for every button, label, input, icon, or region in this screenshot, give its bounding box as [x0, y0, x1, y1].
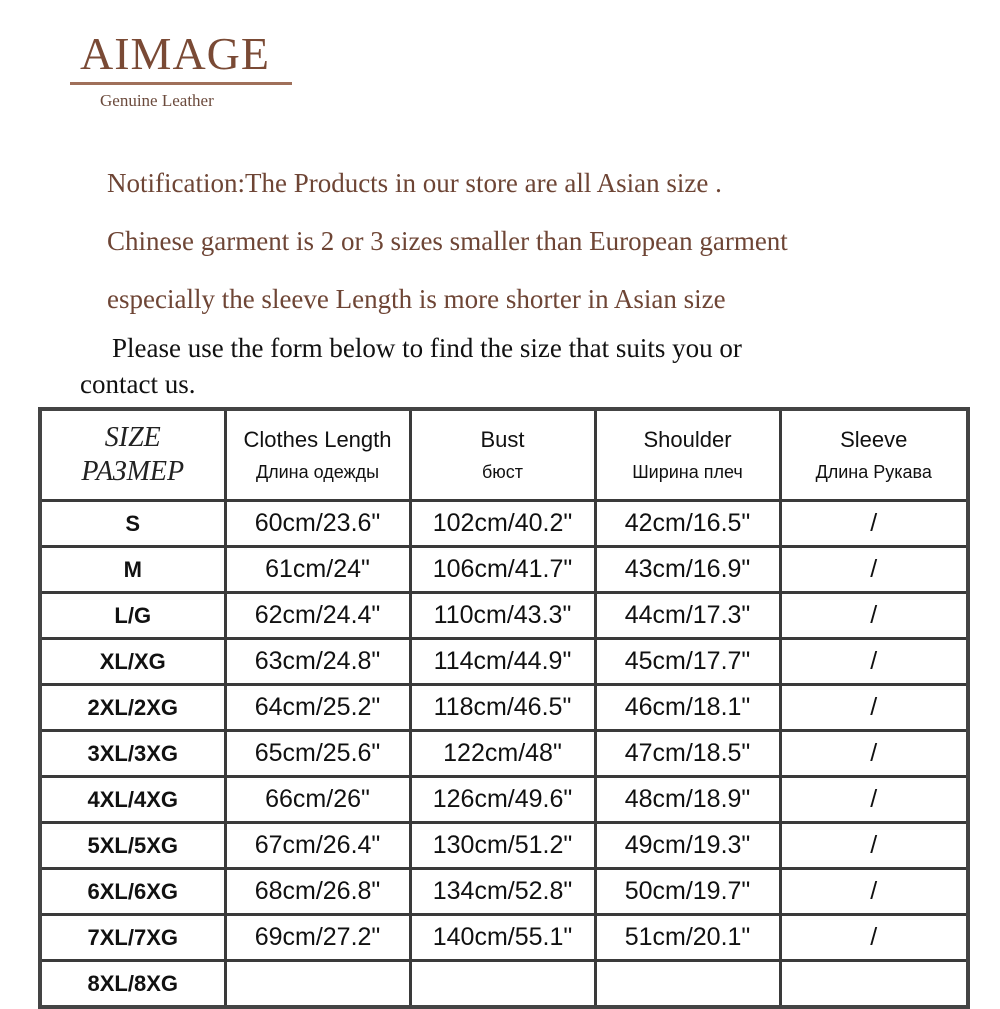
instruction-line-2: contact us.	[80, 369, 196, 399]
notice-line-1: Notification:The Products in our store are all Asian size .	[107, 168, 722, 198]
shoulder-cell: 46cm/18.1"	[595, 685, 780, 731]
shoulder-cell	[595, 961, 780, 1008]
shoulder-cell: 44cm/17.3"	[595, 593, 780, 639]
shoulder-cell: 43cm/16.9"	[595, 547, 780, 593]
header-bust-en: Bust	[480, 427, 525, 452]
brand-divider	[70, 82, 292, 85]
size-cell: 3XL/3XG	[40, 731, 225, 777]
shoulder-cell: 49cm/19.3"	[595, 823, 780, 869]
brand-name: AIMAGE	[80, 28, 270, 79]
notice-line-2: Chinese garment is 2 or 3 sizes smaller than European garment	[107, 226, 788, 256]
table-row	[40, 731, 968, 777]
bust-cell: 126cm/49.6"	[410, 777, 595, 823]
size-chart-table	[38, 407, 970, 1009]
clothes-length-cell: 65cm/25.6"	[225, 731, 410, 777]
table-row	[40, 547, 968, 593]
header-bust-ru: бюст	[481, 462, 524, 482]
table-row	[40, 777, 968, 823]
clothes-length-cell: 61cm/24"	[225, 547, 410, 593]
clothes-length-cell: 66cm/26"	[225, 777, 410, 823]
size-cell: 7XL/7XG	[40, 915, 225, 961]
table-row	[40, 593, 968, 639]
size-cell: 5XL/5XG	[40, 823, 225, 869]
sleeve-cell: /	[780, 869, 968, 915]
clothes-length-cell: 62cm/24.4"	[225, 593, 410, 639]
bust-cell: 134cm/52.8"	[410, 869, 595, 915]
table-row	[40, 501, 968, 547]
bust-cell: 114cm/44.9"	[410, 639, 595, 685]
bust-cell: 102cm/40.2"	[410, 501, 595, 547]
clothes-length-cell: 67cm/26.4"	[225, 823, 410, 869]
sleeve-cell: /	[780, 593, 968, 639]
sleeve-cell	[780, 961, 968, 1008]
instruction-line-1: Please use the form below to find the size that suits you or	[112, 333, 742, 363]
clothes-length-cell: 69cm/27.2"	[225, 915, 410, 961]
header-shoulder	[595, 409, 780, 501]
notice-line-3: especially the sleeve Length is more shorter in Asian size	[107, 284, 726, 314]
size-cell: 4XL/4XG	[40, 777, 225, 823]
bust-cell: 140cm/55.1"	[410, 915, 595, 961]
bust-cell: 122cm/48"	[410, 731, 595, 777]
shoulder-cell: 47cm/18.5"	[595, 731, 780, 777]
header-shoulder-en: Shoulder	[643, 427, 732, 452]
header-size	[40, 409, 225, 501]
table-row	[40, 639, 968, 685]
header-clothes-length-ru: Длина одежды	[255, 462, 380, 482]
size-cell: 8XL/8XG	[40, 961, 225, 1008]
clothes-length-cell: 64cm/25.2"	[225, 685, 410, 731]
header-bust	[410, 409, 595, 501]
brand-tagline: Genuine Leather	[100, 91, 214, 110]
clothes-length-cell: 63cm/24.8"	[225, 639, 410, 685]
table-header-row	[40, 409, 968, 501]
header-sleeve-en: Sleeve	[840, 427, 908, 452]
header-sleeve	[780, 409, 968, 501]
brand-logo	[70, 28, 295, 111]
sleeve-cell: /	[780, 639, 968, 685]
sleeve-cell: /	[780, 547, 968, 593]
header-clothes-length-en: Clothes Length	[243, 427, 392, 452]
shoulder-cell: 42cm/16.5"	[595, 501, 780, 547]
sleeve-cell: /	[780, 731, 968, 777]
table-row	[40, 685, 968, 731]
shoulder-cell: 45cm/17.7"	[595, 639, 780, 685]
sleeve-cell: /	[780, 685, 968, 731]
table-row	[40, 823, 968, 869]
bust-cell	[410, 961, 595, 1008]
header-shoulder-ru: Ширина плеч	[632, 462, 743, 482]
size-cell: S	[40, 501, 225, 547]
sleeve-cell: /	[780, 501, 968, 547]
size-cell: L/G	[40, 593, 225, 639]
sleeve-cell: /	[780, 777, 968, 823]
table-row	[40, 961, 968, 1008]
bust-cell: 118cm/46.5"	[410, 685, 595, 731]
table-row	[40, 869, 968, 915]
header-size-ru: РАЗМЕР	[81, 456, 185, 487]
sleeve-cell: /	[780, 915, 968, 961]
bust-cell: 130cm/51.2"	[410, 823, 595, 869]
size-cell: 2XL/2XG	[40, 685, 225, 731]
size-cell: 6XL/6XG	[40, 869, 225, 915]
size-cell: XL/XG	[40, 639, 225, 685]
bust-cell: 110cm/43.3"	[410, 593, 595, 639]
sleeve-cell: /	[780, 823, 968, 869]
shoulder-cell: 48cm/18.9"	[595, 777, 780, 823]
table-row	[40, 915, 968, 961]
clothes-length-cell: 68cm/26.8"	[225, 869, 410, 915]
clothes-length-cell	[225, 961, 410, 1008]
shoulder-cell: 50cm/19.7"	[595, 869, 780, 915]
bust-cell: 106cm/41.7"	[410, 547, 595, 593]
header-clothes-length	[225, 409, 410, 501]
shoulder-cell: 51cm/20.1"	[595, 915, 780, 961]
header-sleeve-ru: Длина Рукава	[815, 462, 932, 482]
size-cell: M	[40, 547, 225, 593]
clothes-length-cell: 60cm/23.6"	[225, 501, 410, 547]
header-size-en: SIZE	[104, 422, 161, 453]
